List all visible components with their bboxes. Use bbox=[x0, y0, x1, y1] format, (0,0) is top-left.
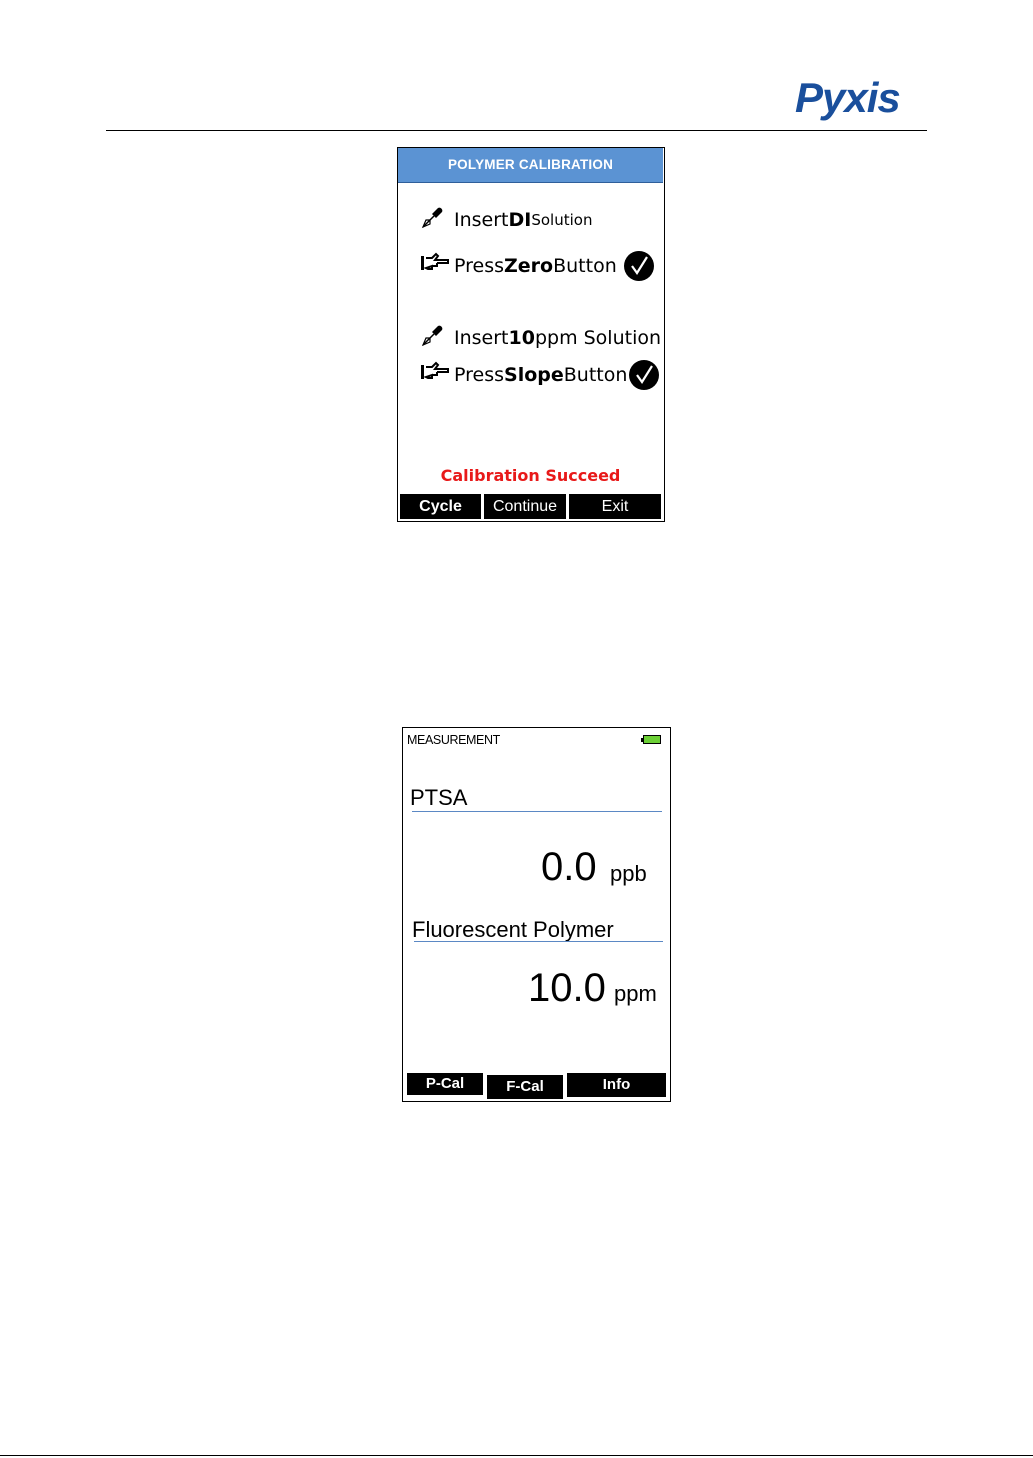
step-press-zero bbox=[420, 252, 617, 279]
polymer-divider bbox=[414, 941, 663, 942]
measurement-screen bbox=[402, 727, 671, 1102]
measurement-softkeys bbox=[405, 1073, 667, 1099]
footer-divider bbox=[0, 1455, 1033, 1456]
dropper-icon bbox=[420, 322, 450, 353]
step-press-slope bbox=[420, 361, 627, 388]
checkmark-icon bbox=[629, 360, 659, 390]
polymer-unit: ppm bbox=[614, 981, 657, 1006]
step-insert-10ppm bbox=[420, 322, 661, 353]
step-bold: Zero bbox=[504, 254, 554, 277]
polymer-label: Fluorescent Polymer bbox=[412, 917, 614, 942]
ptsa-value: 0.0 bbox=[541, 845, 597, 889]
measurement-title: MEASUREMENT bbox=[407, 733, 500, 747]
calibration-title: POLYMER CALIBRATION bbox=[398, 148, 663, 183]
pyxis-logo: Pyxis bbox=[795, 74, 900, 121]
step-bold: 10 bbox=[508, 326, 535, 349]
step-pre: Insert bbox=[454, 326, 509, 349]
step-post: Solution bbox=[531, 210, 593, 229]
battery-full-icon bbox=[643, 735, 661, 744]
p-cal-button[interactable]: P-Cal bbox=[407, 1073, 483, 1095]
cycle-button[interactable]: Cycle bbox=[400, 494, 481, 519]
step-post: Button bbox=[553, 254, 617, 277]
continue-button[interactable]: Continue bbox=[484, 494, 566, 519]
step-bold: DI bbox=[508, 208, 532, 231]
calibration-status: Calibration Succeed bbox=[440, 466, 621, 485]
pointing-hand-icon bbox=[420, 252, 450, 279]
step-bold: Slope bbox=[504, 363, 564, 386]
info-button[interactable]: Info bbox=[567, 1073, 666, 1097]
step-post: Button bbox=[563, 363, 628, 386]
step-pre: Press bbox=[454, 254, 505, 277]
step-post: ppm Solution bbox=[534, 326, 662, 349]
f-cal-button[interactable]: F-Cal bbox=[487, 1075, 563, 1099]
calibration-softkeys bbox=[400, 494, 661, 519]
checkmark-icon bbox=[624, 251, 654, 281]
pointing-hand-icon bbox=[420, 361, 450, 388]
header-divider bbox=[106, 130, 927, 131]
step-pre: Press bbox=[454, 363, 505, 386]
ptsa-unit: ppb bbox=[610, 861, 647, 886]
ptsa-divider bbox=[412, 811, 662, 812]
dropper-icon bbox=[420, 204, 450, 235]
ptsa-label: PTSA bbox=[410, 785, 468, 810]
polymer-value: 10.0 bbox=[528, 966, 606, 1010]
calibration-screen bbox=[397, 147, 665, 522]
step-pre: Insert bbox=[454, 208, 509, 231]
step-insert-di bbox=[420, 204, 592, 235]
exit-button[interactable]: Exit bbox=[569, 494, 661, 519]
